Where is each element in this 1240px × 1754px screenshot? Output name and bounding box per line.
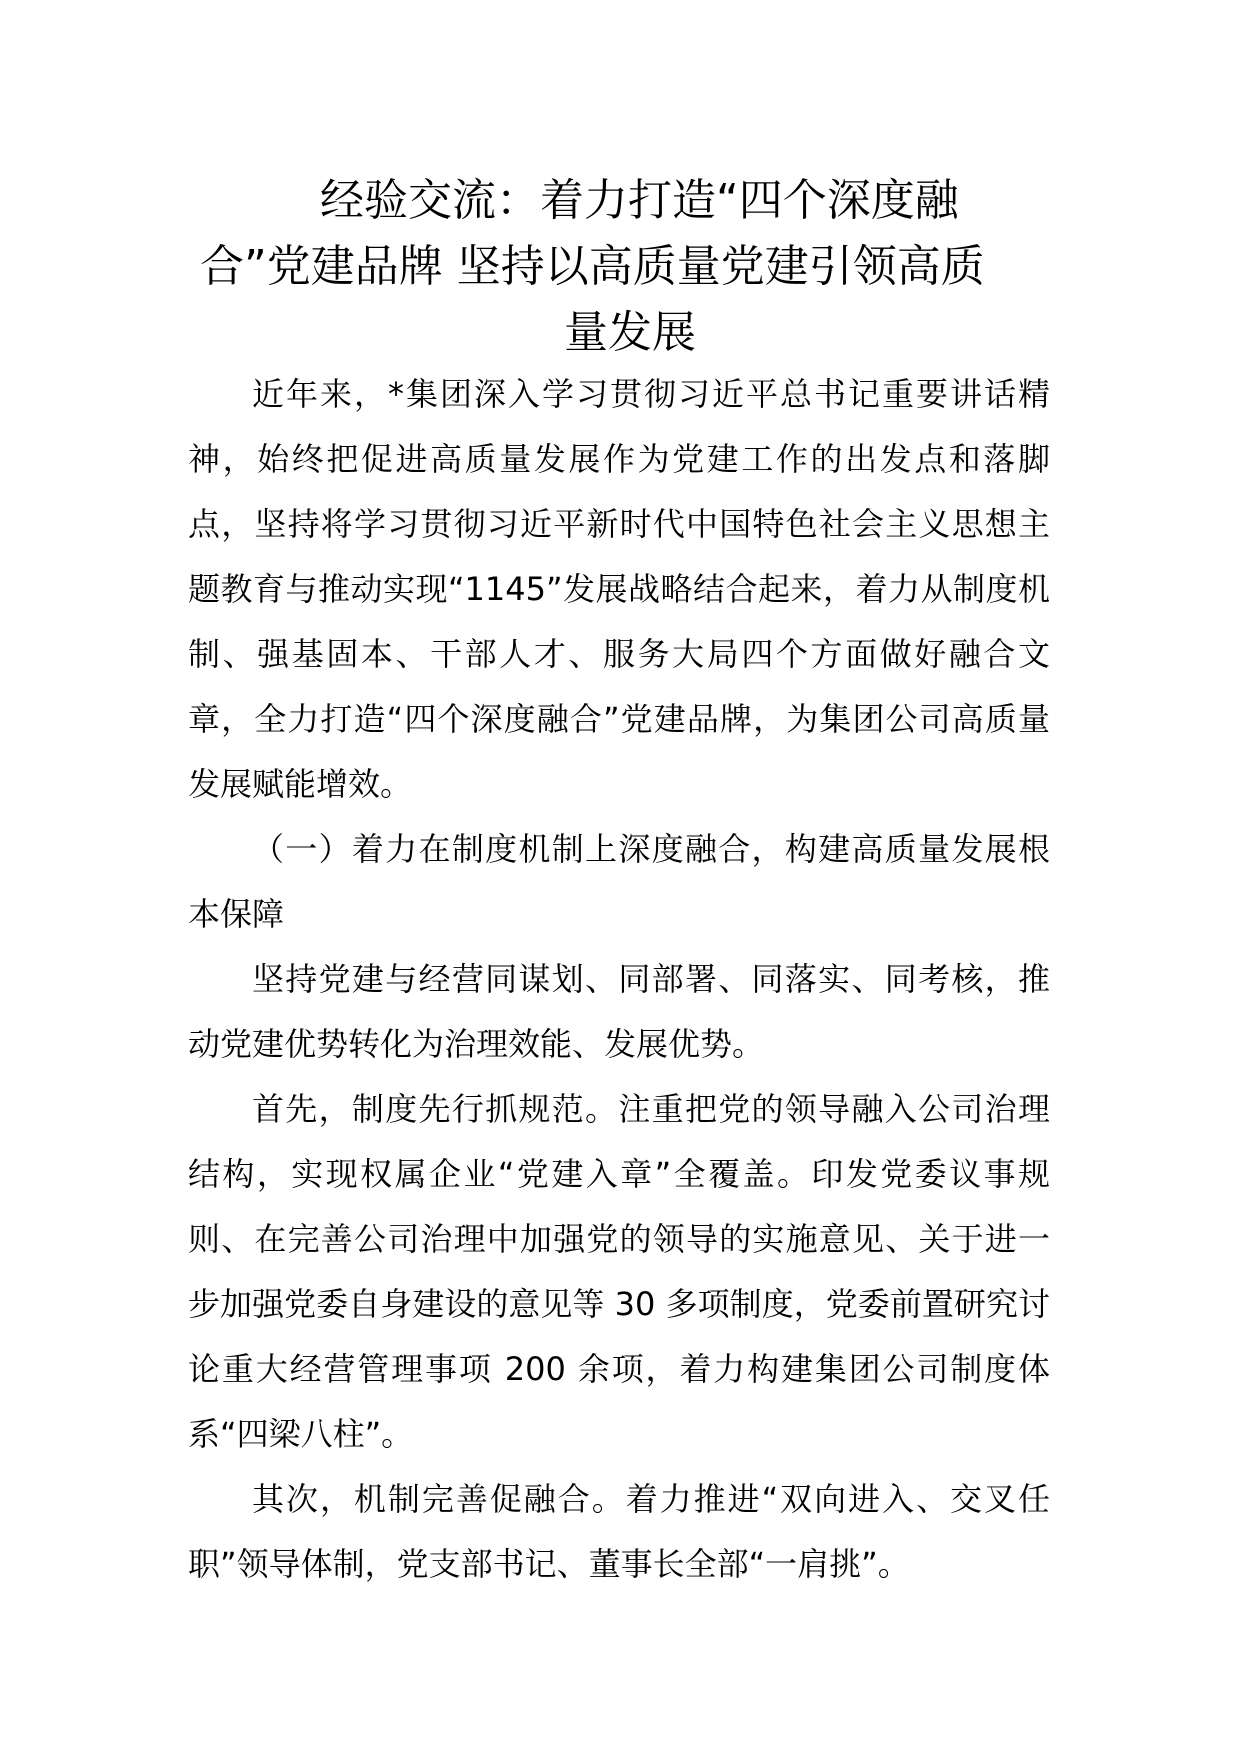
title-line-3: 量发展 xyxy=(564,307,696,358)
paragraph-intro: 近年来，*集团深入学习贯彻习近平总书记重要讲话精神，始终把促进高质量发展作为党建工作的出发点和落脚点，坚持将学习贯彻习近平新时代中国特色社会主义思想主题教育与推动实现“1145”发展战略结合起来，着力从制度机制、强基固本、干部人才、服务大局四个方面做好融合文章，全力打造“四个深度融合”党建品牌，为集团公司高质量发展赋能增效。 xyxy=(188,375,1050,803)
paragraph-summary: 坚持党建与经营同谋划、同部署、同落实、同考核，推动党建优势转化为治理效能、发展优势。 xyxy=(188,960,1050,1063)
title-line-1: 经验交流：着力打造“四个深度融 xyxy=(320,175,959,226)
section-heading-1: （一）着力在制度机制上深度融合，构建高质量发展根本保障 xyxy=(188,830,1050,933)
paragraph-second: 其次，机制完善促融合。着力推进“双向进入、交叉任职”领导体制，党支部书记、董事长全部“一肩挑”。 xyxy=(188,1480,1050,1583)
document-title xyxy=(190,168,1050,366)
title-line-2: 合”党建品牌 坚持以高质量党建引领高质 xyxy=(200,241,985,292)
document-body xyxy=(188,362,1050,1597)
paragraph-first: 首先，制度先行抓规范。注重把党的领导融入公司治理结构，实现权属企业“党建入章”全覆盖。印发党委议事规则、在完善公司治理中加强党的领导的实施意见、关于进一步加强党委自身建设的意见等 30 多项制度，党委前置研究讨论重大经营管理事项 200 余项，着力构建集团公司制度体系“四梁八柱”。 xyxy=(188,1090,1050,1453)
